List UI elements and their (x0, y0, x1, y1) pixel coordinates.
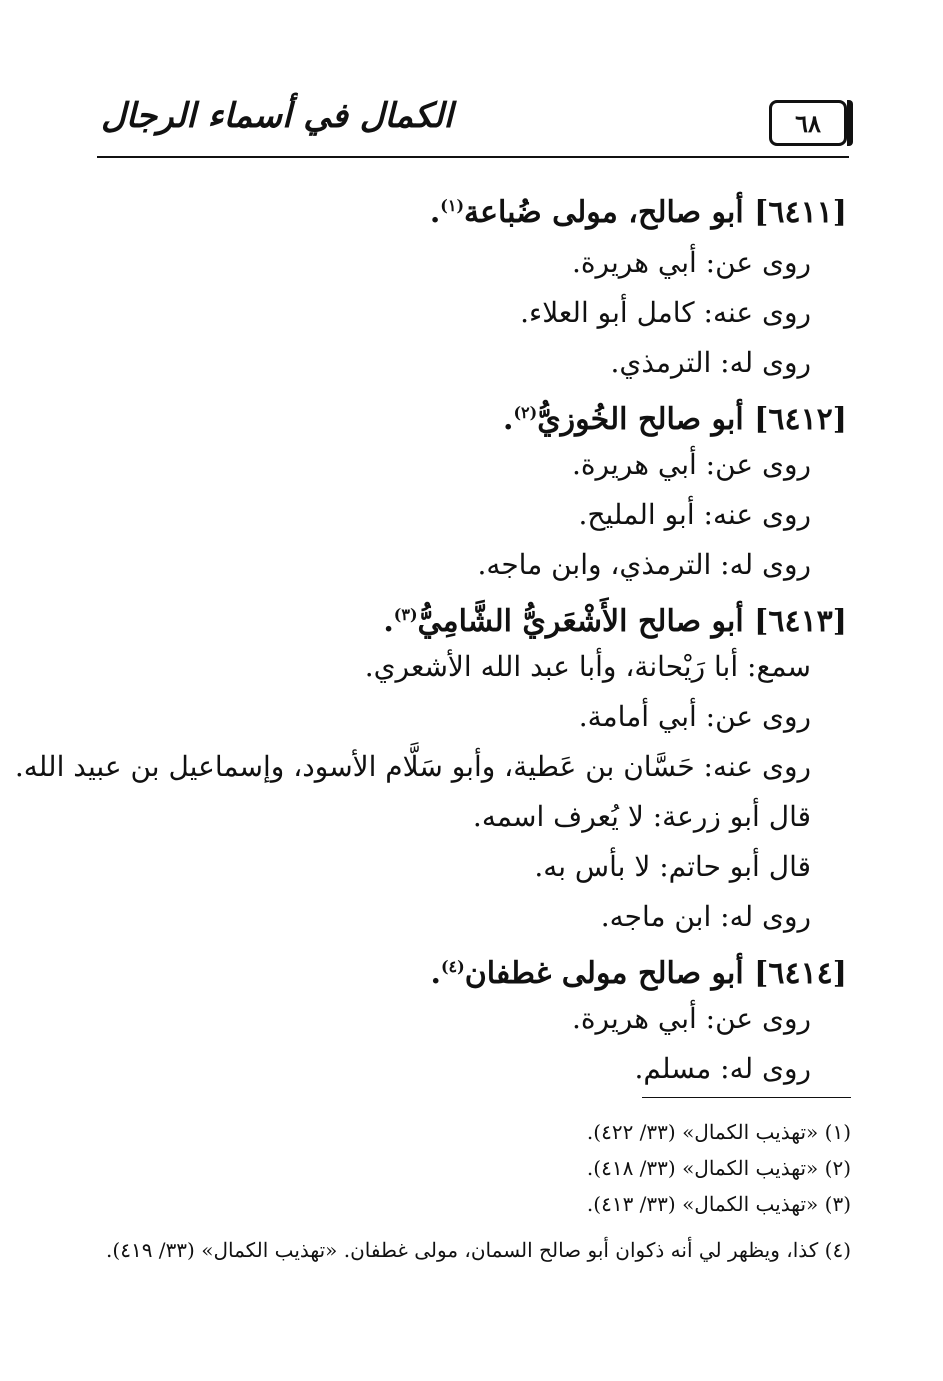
line-text: روى عن: أبي هريرة. (571, 448, 811, 481)
entry-heading (503, 393, 847, 440)
entry-detail-line (572, 999, 811, 1039)
entry-detail-line (579, 697, 811, 737)
entry-detail-line (611, 343, 811, 383)
entry-detail-line (601, 897, 811, 937)
line-text: روى عن: أبي أمامة. (578, 700, 811, 733)
line-end-punctuation: . (429, 195, 441, 230)
entry-detail-line (534, 847, 811, 887)
entry-heading (430, 186, 847, 233)
footnote: (٤) كذا، ويظهر لي أنه ذكوان أبو صالح السمان، مولى غطفان. «تهذيب الكمال» (٣٣/ ٤١٩). (106, 1238, 851, 1262)
entry-detail-line (579, 495, 812, 535)
line-text: روى له: مسلم. (634, 1052, 811, 1085)
line-text: روى له: الترمذي. (610, 346, 811, 379)
entry-detail-line (572, 445, 811, 485)
entry-heading (383, 595, 847, 642)
line-text: [٦٤١٣] أبو صالح الأَشْعَريُّ الشَّامِيُّ (417, 604, 847, 639)
footnote-reference: (٢) (513, 403, 538, 422)
line-text: روى عنه: كامل أبو العلاء. (520, 296, 811, 329)
entry-detail-line (634, 1049, 811, 1089)
footnote-reference: (٣) (393, 605, 418, 624)
entry-detail-line (365, 647, 811, 687)
entry-detail-line (520, 293, 811, 333)
line-end-punctuation: . (430, 956, 441, 991)
line-end-punctuation: . (383, 604, 394, 639)
line-text: روى له: ابن ماجه. (600, 900, 811, 933)
entry-detail-line (572, 243, 811, 283)
line-text: روى عن: أبي هريرة. (571, 1002, 811, 1035)
entry-detail-line (15, 747, 811, 787)
page-number: ٦٨ (795, 108, 821, 138)
footnote: (٣) «تهذيب الكمال» (٣٣/ ٤١٣). (586, 1192, 851, 1216)
line-text: سمع: أبا رَيْحانة، وأبا عبد الله الأشعري. (364, 650, 811, 683)
entry-heading (431, 947, 848, 994)
footnote-reference: (٤) (440, 957, 465, 976)
running-title: الكمال في أسماء الرجال (101, 96, 453, 136)
footnote: (١) «تهذيب الكمال» (٣٣/ ٤٢٢). (586, 1120, 851, 1144)
line-text: روى عن: أبي هريرة. (571, 246, 811, 279)
footnote: (٢) «تهذيب الكمال» (٣٣/ ٤١٨). (586, 1156, 851, 1180)
entry-detail-line (477, 545, 811, 585)
entry-detail-line (473, 797, 811, 837)
line-text: [٦٤١٤] أبو صالح مولى غطفان (464, 956, 847, 991)
line-text: روى له: الترمذي، وابن ماجه. (477, 548, 811, 581)
line-text: روى عنه: أبو المليح. (578, 498, 811, 531)
line-text: [٦٤١١] أبو صالح، مولى ضُباعة (464, 195, 847, 230)
line-text: قال أبو حاتم: لا بأس به. (534, 850, 811, 883)
footnote-reference: (١) (440, 196, 465, 215)
line-end-punctuation: . (503, 402, 514, 437)
footnote-separator (642, 1097, 851, 1098)
page-header (97, 90, 849, 158)
line-text: قال أبو زرعة: لا يُعرف اسمه. (472, 800, 811, 833)
page-number-box (769, 100, 847, 146)
line-text: روى عنه: حَسَّان بن عَطية، وأبو سَلَّام الأسود، وإسماعيل بن عبيد الله. (14, 750, 811, 783)
line-text: [٦٤١٢] أبو صالح الخُوزيُّ (537, 402, 847, 437)
